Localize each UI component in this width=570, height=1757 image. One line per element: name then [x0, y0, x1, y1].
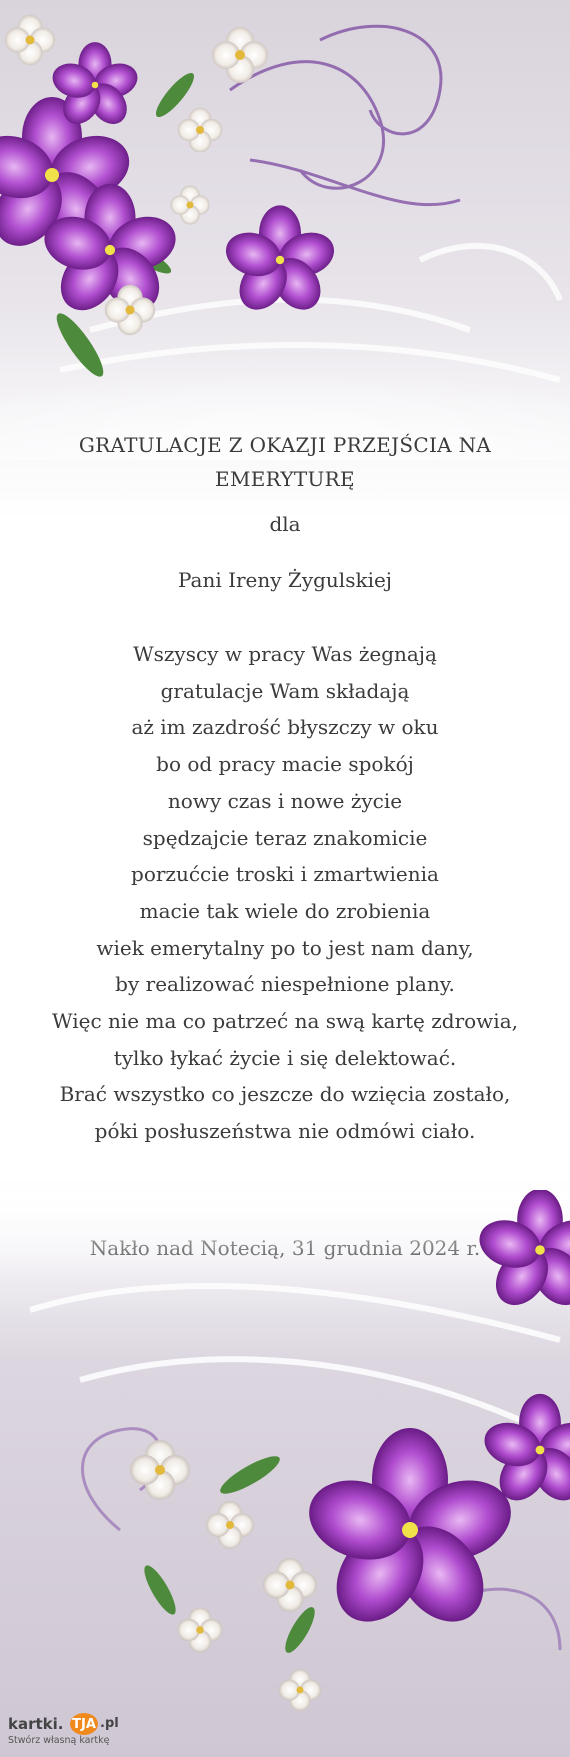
poem-line: tylko łykać życie i się delektować. [113, 1045, 457, 1070]
poem-line: aż im zazdrość błyszczy w oku [131, 715, 439, 740]
recipient-name: Pani Ireny Żygulskiej [177, 568, 393, 592]
poem-line: macie tak wiele do zrobienia [139, 898, 431, 923]
poem-line: porzućcie troski i zmartwienia [131, 862, 439, 887]
poem [25, 636, 545, 1150]
card-title-line-2: EMERYTURĘ [215, 467, 355, 491]
bottom-floral-decoration [0, 1190, 570, 1757]
logo-tagline: Stwórz własną kartkę [8, 1735, 110, 1746]
poem-line: nowy czas i nowe życie [167, 788, 403, 813]
poem-line: póki posłuszeństwa nie odmówi ciało. [94, 1119, 476, 1144]
poem-line: gratulacje Wam składają [160, 678, 410, 703]
poem-line: Brać wszystko co jeszcze do wzięcia zostało, [59, 1082, 511, 1107]
for-label: dla [269, 512, 301, 536]
kartki-logo[interactable] [6, 1713, 124, 1751]
logo-badge: TJA [70, 1713, 98, 1735]
poem-line: by realizować niespełnione plany. [115, 972, 455, 997]
poem-line: Więc nie ma co patrzeć na swą kartę zdrowia, [52, 1009, 518, 1034]
purple-flower-icon [0, 42, 340, 321]
poem-line: wiek emerytalny po to jest nam dany, [96, 935, 474, 960]
logo-brand: kartki. [8, 1715, 64, 1733]
poem-line: Wszyscy w pracy Was żegnają [133, 642, 437, 666]
card-text [25, 428, 545, 1286]
card-title-line-1: GRATULACJE Z OKAZJI PRZEJŚCIA NA [78, 433, 492, 457]
poem-line: bo od pracy macie spokój [156, 752, 414, 777]
top-floral-decoration [0, 0, 570, 460]
logo-suffix: .pl [100, 1716, 119, 1731]
card-title [25, 428, 545, 496]
poem-line: spędzajcie teraz znakomicie [142, 825, 428, 850]
